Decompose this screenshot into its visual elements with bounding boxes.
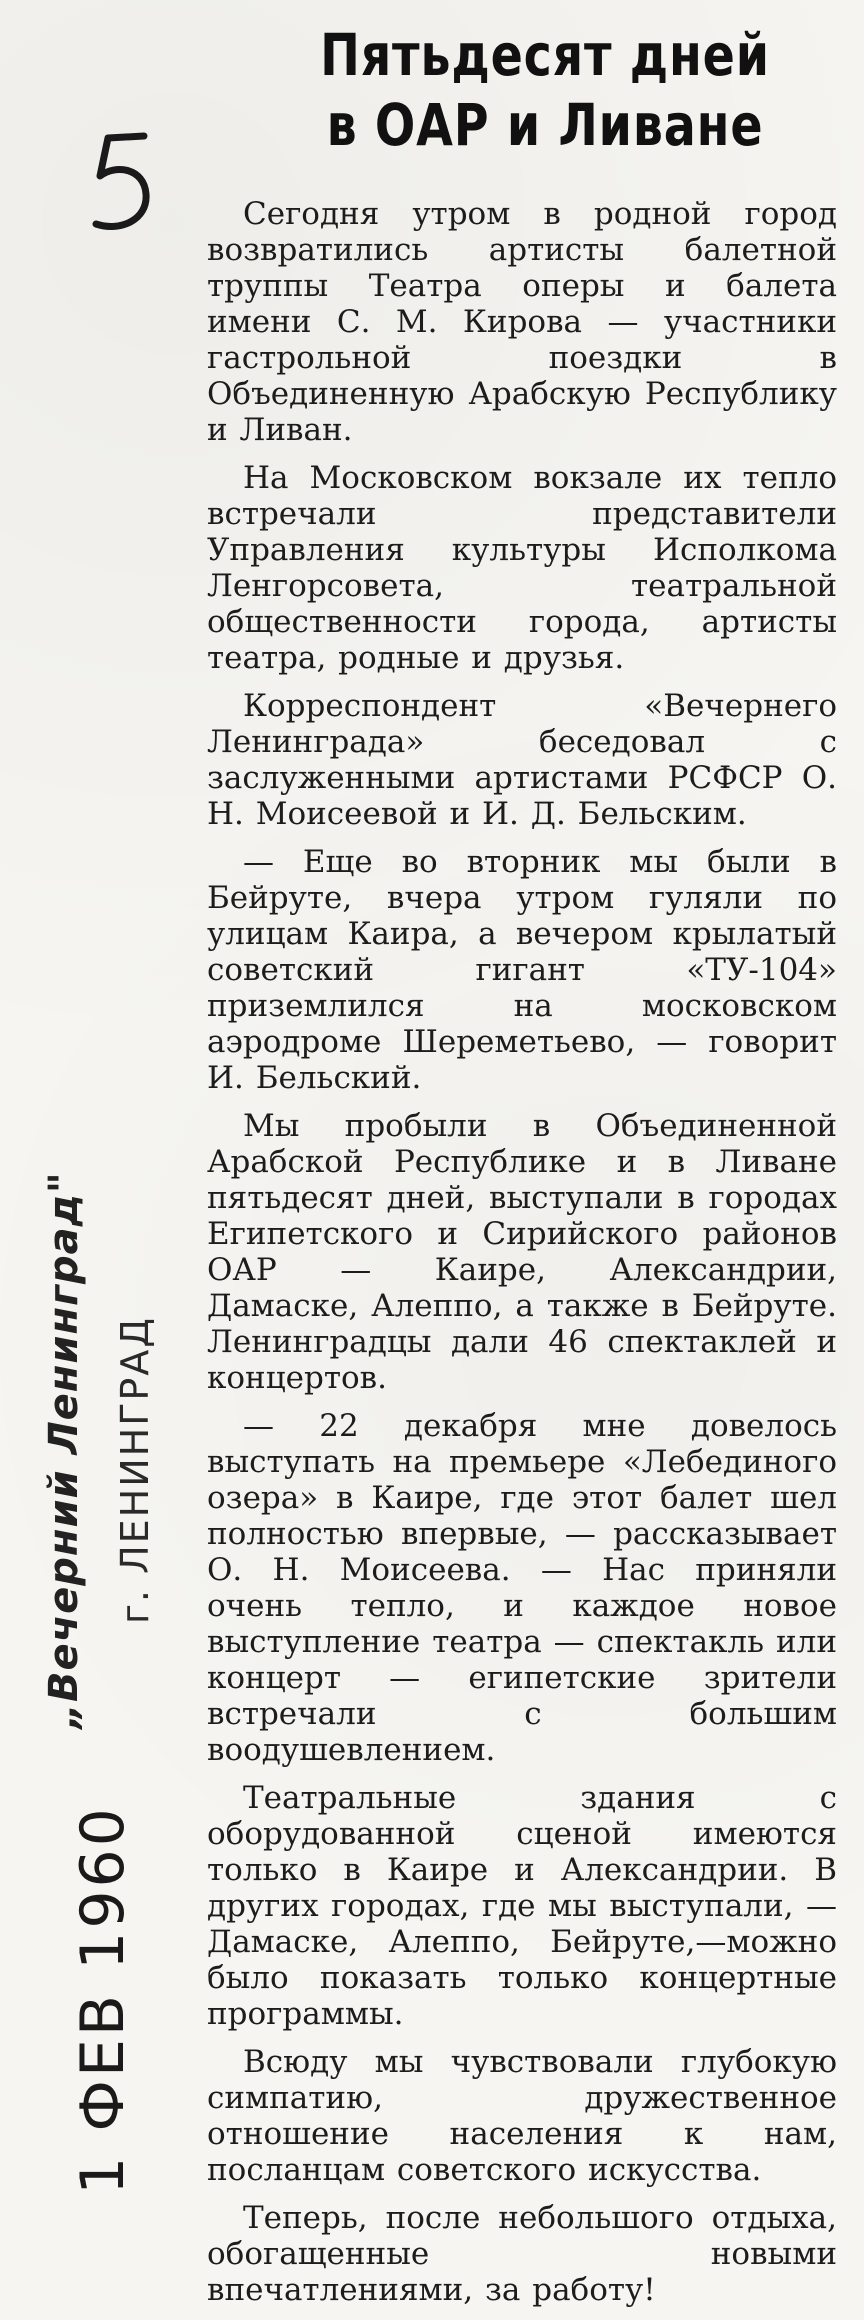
paragraph: — 22 декабря мне довелось выступать на премьере «Лебединого озера» в Каире, где этот балет шел полностью впервые, — рассказывает О. Н. Моисеева. — Нас приняли очень тепло, и каждое новое выступление театра — спектакль или концерт — египетские зрители встречали с большим воодушевлением.	[207, 1408, 837, 1768]
date-stamp-text: 1 ФЕВ 1960	[68, 1805, 138, 2195]
handwritten-5-mark	[86, 128, 156, 238]
headline-line-1: Пятьдесят дней	[320, 21, 770, 89]
paragraph: Теперь, после небольшого отдыха, обогащенные новыми впечатлениями, за работу!	[207, 2200, 837, 2308]
paragraph: Всюду мы чувствовали глубокую симпатию, дружественное отношение населения к нам, посланцам советского искусства.	[207, 2044, 837, 2188]
paragraph: Корреспондент «Вечернего Ленинграда» беседовал с заслуженными артистами РСФСР О. Н. Моисеевой и И. Д. Бельским.	[207, 688, 837, 832]
city-stamp-text: г. ЛЕНИНГРАД	[113, 1315, 157, 1625]
date-stamp	[58, 1780, 148, 2220]
article-body	[207, 196, 837, 2320]
paragraph: Театральные здания с оборудованной сценой имеются только в Каире и Александрии. В других городах, где мы выступали, — Дамаске, Алеппо, Бейруте,—можно было показать только концертные программы.	[207, 1780, 837, 2032]
newspaper-name-stamp	[34, 1150, 94, 1750]
newspaper-name-text: „Вечерний Ленинград"	[41, 1171, 87, 1729]
headline-line-2: в ОАР и Ливане	[326, 91, 764, 159]
city-stamp	[110, 1250, 160, 1690]
paragraph: На Московском вокзале их тепло встречали представители Управления культуры Исполкома Ленгорсовета, театральной общественности города, артисты театра, родные и друзья.	[207, 460, 837, 676]
paragraph: Мы пробыли в Объединенной Арабской Республике и в Ливане пятьдесят дней, выступали в городах Египетского и Сирийского районов ОАР — Каире, Александрии, Дамаске, Алеппо, а также в Бейруте. Ленинградцы дали 46 спектаклей и концертов.	[207, 1108, 837, 1396]
paragraph: — Еще во вторник мы были в Бейруте, вчера утром гуляли по улицам Каира, а вечером крылатый советский гигант «ТУ-104» приземлился на московском аэродроме Шереметьево, — говорит И. Бельский.	[207, 844, 837, 1096]
paragraph: Сегодня утром в родной город возвратились артисты балетной труппы Театра оперы и балета имени С. М. Кирова — участники гастрольной поездки в Объединенную Арабскую Республику и Ливан.	[207, 196, 837, 448]
article-headline	[303, 20, 787, 160]
